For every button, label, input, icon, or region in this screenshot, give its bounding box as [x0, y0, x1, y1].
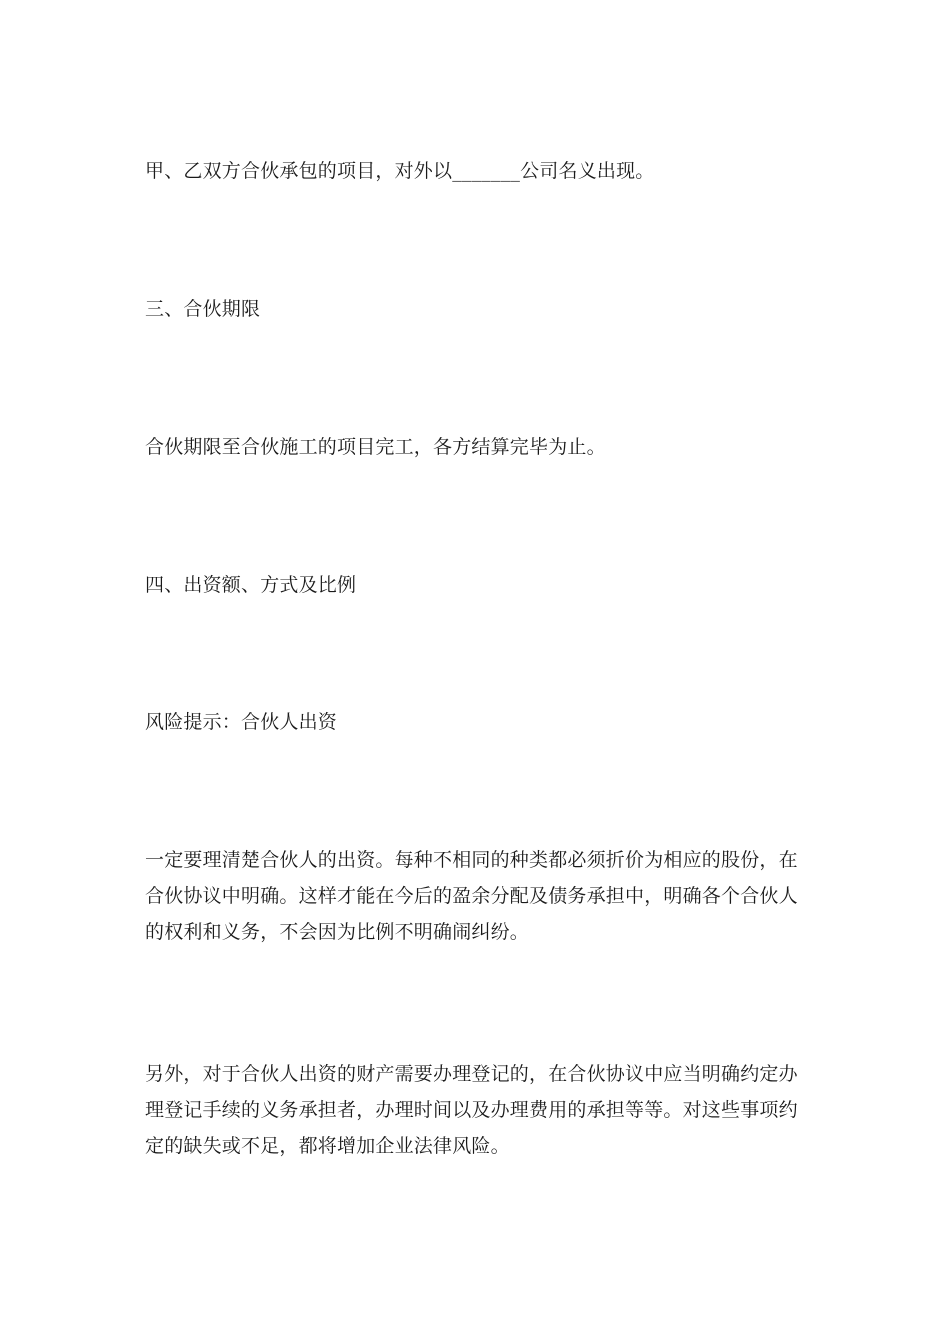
risk-notice-label: 风险提示：合伙人出资: [145, 711, 338, 733]
paragraph-line: 另外，对于合伙人出资的财产需要办理登记的，在合伙协议中应当明确约定办: [145, 1063, 798, 1085]
paragraph-line: 理登记手续的义务承担者，办理时间以及办理费用的承担等等。对这些事项约: [145, 1099, 798, 1121]
paragraph-line: 的权利和义务，不会因为比例不明确闹纠纷。: [145, 921, 530, 943]
paragraph-registration: [145, 1056, 805, 1164]
paragraph-line: 定的缺失或不足，都将增加企业法律风险。: [145, 1135, 510, 1157]
paragraph-contribution-risk: [145, 842, 805, 950]
paragraph-project-name: 甲、乙双方合伙承包的项目，对外以_______公司名义出现。: [145, 160, 655, 182]
section-heading-contribution: 四、出资额、方式及比例: [145, 574, 357, 596]
section-heading-term: 三、合伙期限: [145, 298, 261, 320]
paragraph-line: 一定要理清楚合伙人的出资。每种不相同的种类都必须折价为相应的股份，在: [145, 849, 798, 871]
paragraph-term: 合伙期限至合伙施工的项目完工，各方结算完毕为止。: [145, 436, 606, 458]
paragraph-line: 合伙协议中明确。这样才能在今后的盈余分配及债务承担中，明确各个合伙人: [145, 885, 798, 907]
